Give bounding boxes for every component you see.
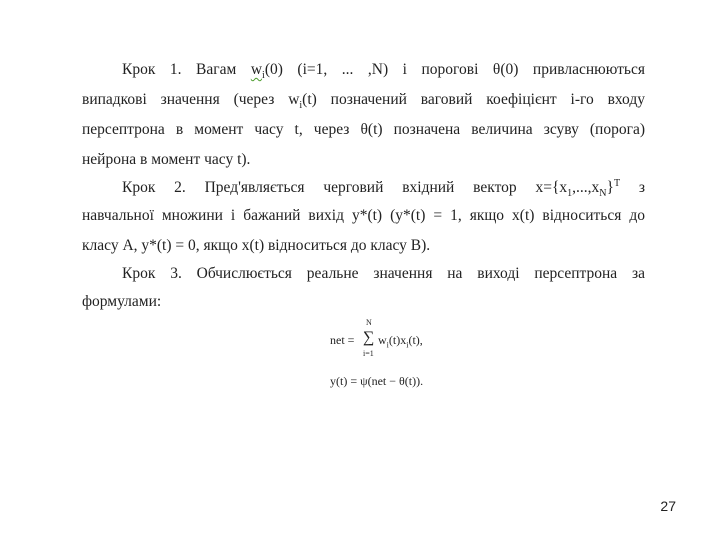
formula-end: (t), — [408, 333, 423, 347]
weight-symbol — [250, 61, 265, 82]
paragraph-1-line-4: нейрона в момент часу t). — [82, 151, 251, 168]
paragraph-2-line-3: класу А, y*(t) = 0, якщо x(t) відноситься до класу В). — [82, 237, 431, 254]
weight-letter: w — [250, 61, 263, 78]
p1-l2-text-a: випадкові значення (через w — [82, 91, 300, 108]
formula-w-subscript: i — [386, 340, 389, 350]
paragraph-1-line-3: персептрона в момент часу t, через θ(t) позначена величина зсуву (порога) — [82, 121, 645, 138]
paragraph-3-line-1: Крок 3. Обчислюється реальне значення на виході персептрона за — [122, 265, 645, 282]
formula-x-subscript: i — [406, 340, 409, 350]
formula-output: y(t) = ψ(net − θ(t)). — [330, 374, 424, 388]
p2-l1-text-c: } — [606, 179, 614, 196]
p1-l2-text-b: (t) позначений ваговий коефіцієнт i-го входу — [302, 91, 645, 108]
p2-l1-text-a: Крок 2. Пред'являється черговий вхідний вектор x={x — [122, 179, 568, 196]
formula-mid: (t)x — [388, 333, 407, 347]
paragraph-2-line-1 — [122, 178, 645, 198]
paragraph-1-line-1 — [122, 60, 645, 80]
paragraph-2-line-2: навчальної множини і бажаний вихід y*(t) (y*(t) = 1, якщо x(t) відноситься до — [82, 207, 645, 224]
p1-l1-text-a: Крок 1. Вагам — [122, 61, 251, 78]
weight-subscript: i — [262, 70, 265, 82]
p2-l1-text-b: ,...,x — [572, 179, 600, 196]
page-number: 27 — [660, 498, 676, 514]
sum-upper-limit: N — [366, 318, 372, 327]
paragraph-3-line-2: формулами: — [82, 293, 162, 310]
p2-l1-sub-n: N — [599, 188, 607, 200]
formula-w: w — [378, 333, 387, 347]
paragraph-1-line-2 — [82, 90, 645, 110]
sum-lower-limit: i=1 — [363, 349, 374, 358]
formula-net — [330, 318, 450, 362]
formula-net-body — [378, 333, 423, 348]
p2-l1-text-d: з — [620, 179, 645, 196]
p2-l1-sup-t: T — [613, 177, 621, 189]
p2-l1-sub-1: 1 — [567, 188, 573, 200]
p1-l1-text-b: (0) (i=1, ... ,N) і порогові θ(0) привласнюються — [264, 61, 645, 78]
sum-symbol: ∑ — [363, 329, 375, 346]
p1-l2-subscript: i — [299, 100, 303, 112]
formula-net-lhs: net = — [330, 333, 355, 347]
